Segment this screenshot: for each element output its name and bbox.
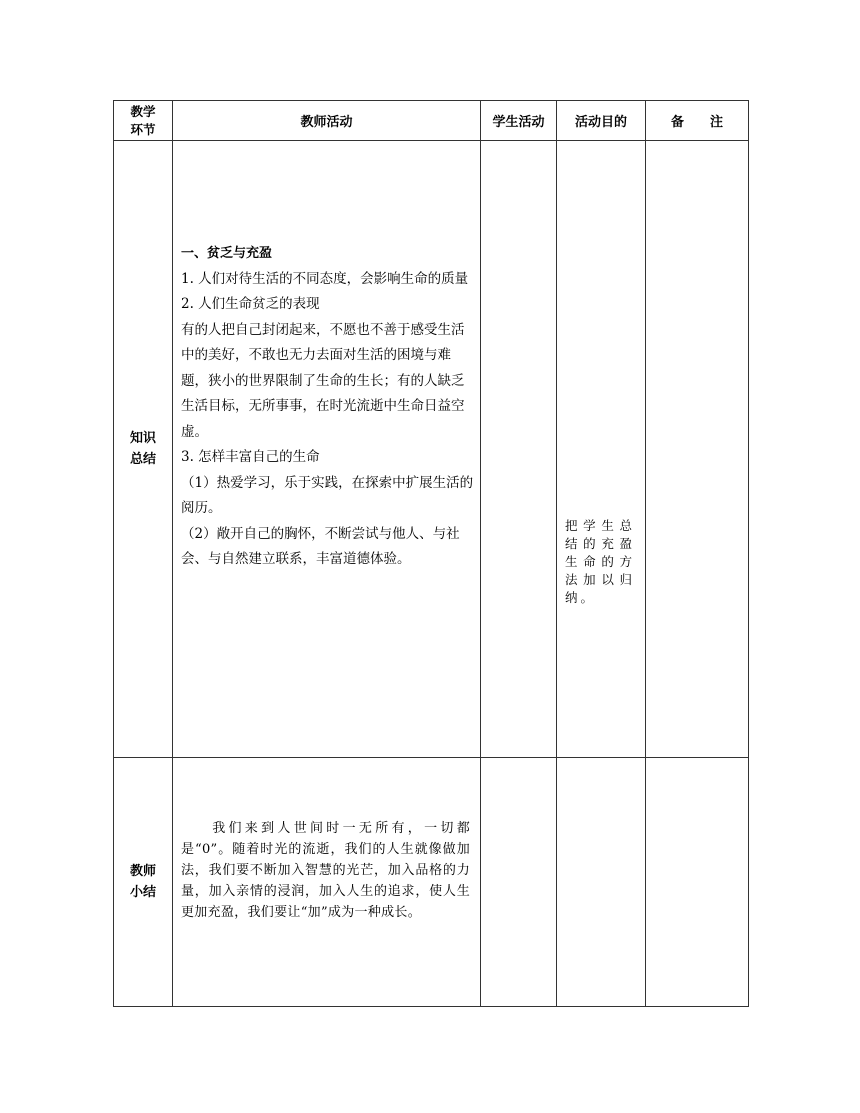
stage-line1: 知识: [129, 431, 156, 446]
activity-purpose-cell: [557, 141, 646, 758]
stage-line2: 小结: [129, 885, 156, 900]
activity-purpose-cell: [557, 758, 646, 1007]
teacher-activity-cell: [173, 758, 481, 1007]
point-3-item-1: （1）热爱学习，乐于实践，在探索中扩展生活的阅历。: [181, 474, 474, 516]
section-heading: 一、贫乏与充盈: [181, 246, 273, 261]
teacher-activity-content: [173, 141, 480, 573]
stage-line2: 总结: [129, 452, 156, 467]
point-2-detail: 有的人把自己封闭起来，不愿也不善于感受生活中的美好，不敢也无力去面对生活的困境与难题，狭小的世界限制了生命的生长；有的人缺乏生活目标，无所事事，在时光流逝中生命日益空虚。: [181, 321, 465, 440]
teacher-activity-cell: [173, 141, 481, 758]
header-stage-line1: 教学: [130, 103, 156, 119]
header-row: [114, 101, 749, 141]
stage-cell: [114, 141, 173, 758]
teacher-summary-text: 我们来到人世间时一无所有，一切都是“0”。随着时光的流逝，我们的人生就像做加法，我们要不断加入智慧的光芒，加入品格的力量，加入亲情的浸润，加入人生的追求，使人生更加充盈，我们要让“加”成为一种成长。: [181, 821, 470, 920]
note-cell: [646, 758, 749, 1007]
lesson-plan-table: [113, 100, 749, 1007]
header-student-activity: 学生活动: [481, 101, 557, 141]
note-cell: [646, 141, 749, 758]
table-row-knowledge-summary: [114, 141, 749, 758]
header-note: 备 注: [646, 101, 749, 141]
header-stage: [114, 101, 173, 141]
point-3: 3. 怎样丰富自己的生命: [181, 449, 320, 465]
table-row-teacher-summary: [114, 758, 749, 1007]
stage-cell: [114, 758, 173, 1007]
point-3-item-2: （2）敞开自己的胸怀，不断尝试与他人、与社会、与自然建立联系，丰富道德体验。: [181, 525, 460, 567]
student-activity-cell: [481, 758, 557, 1007]
activity-purpose-text: 把学生总结的充盈生命的方法加以归纳。: [565, 518, 635, 605]
point-2: 2. 人们生命贫乏的表现: [181, 296, 320, 312]
stage-line1: 教师: [129, 864, 156, 879]
header-stage-line2: 环节: [130, 121, 156, 137]
point-1: 1. 人们对待生活的不同态度，会影响生命的质量: [181, 270, 469, 287]
student-activity-cell: [481, 141, 557, 758]
header-activity-purpose: 活动目的: [557, 101, 646, 141]
header-teacher-activity: 教师活动: [173, 101, 481, 141]
